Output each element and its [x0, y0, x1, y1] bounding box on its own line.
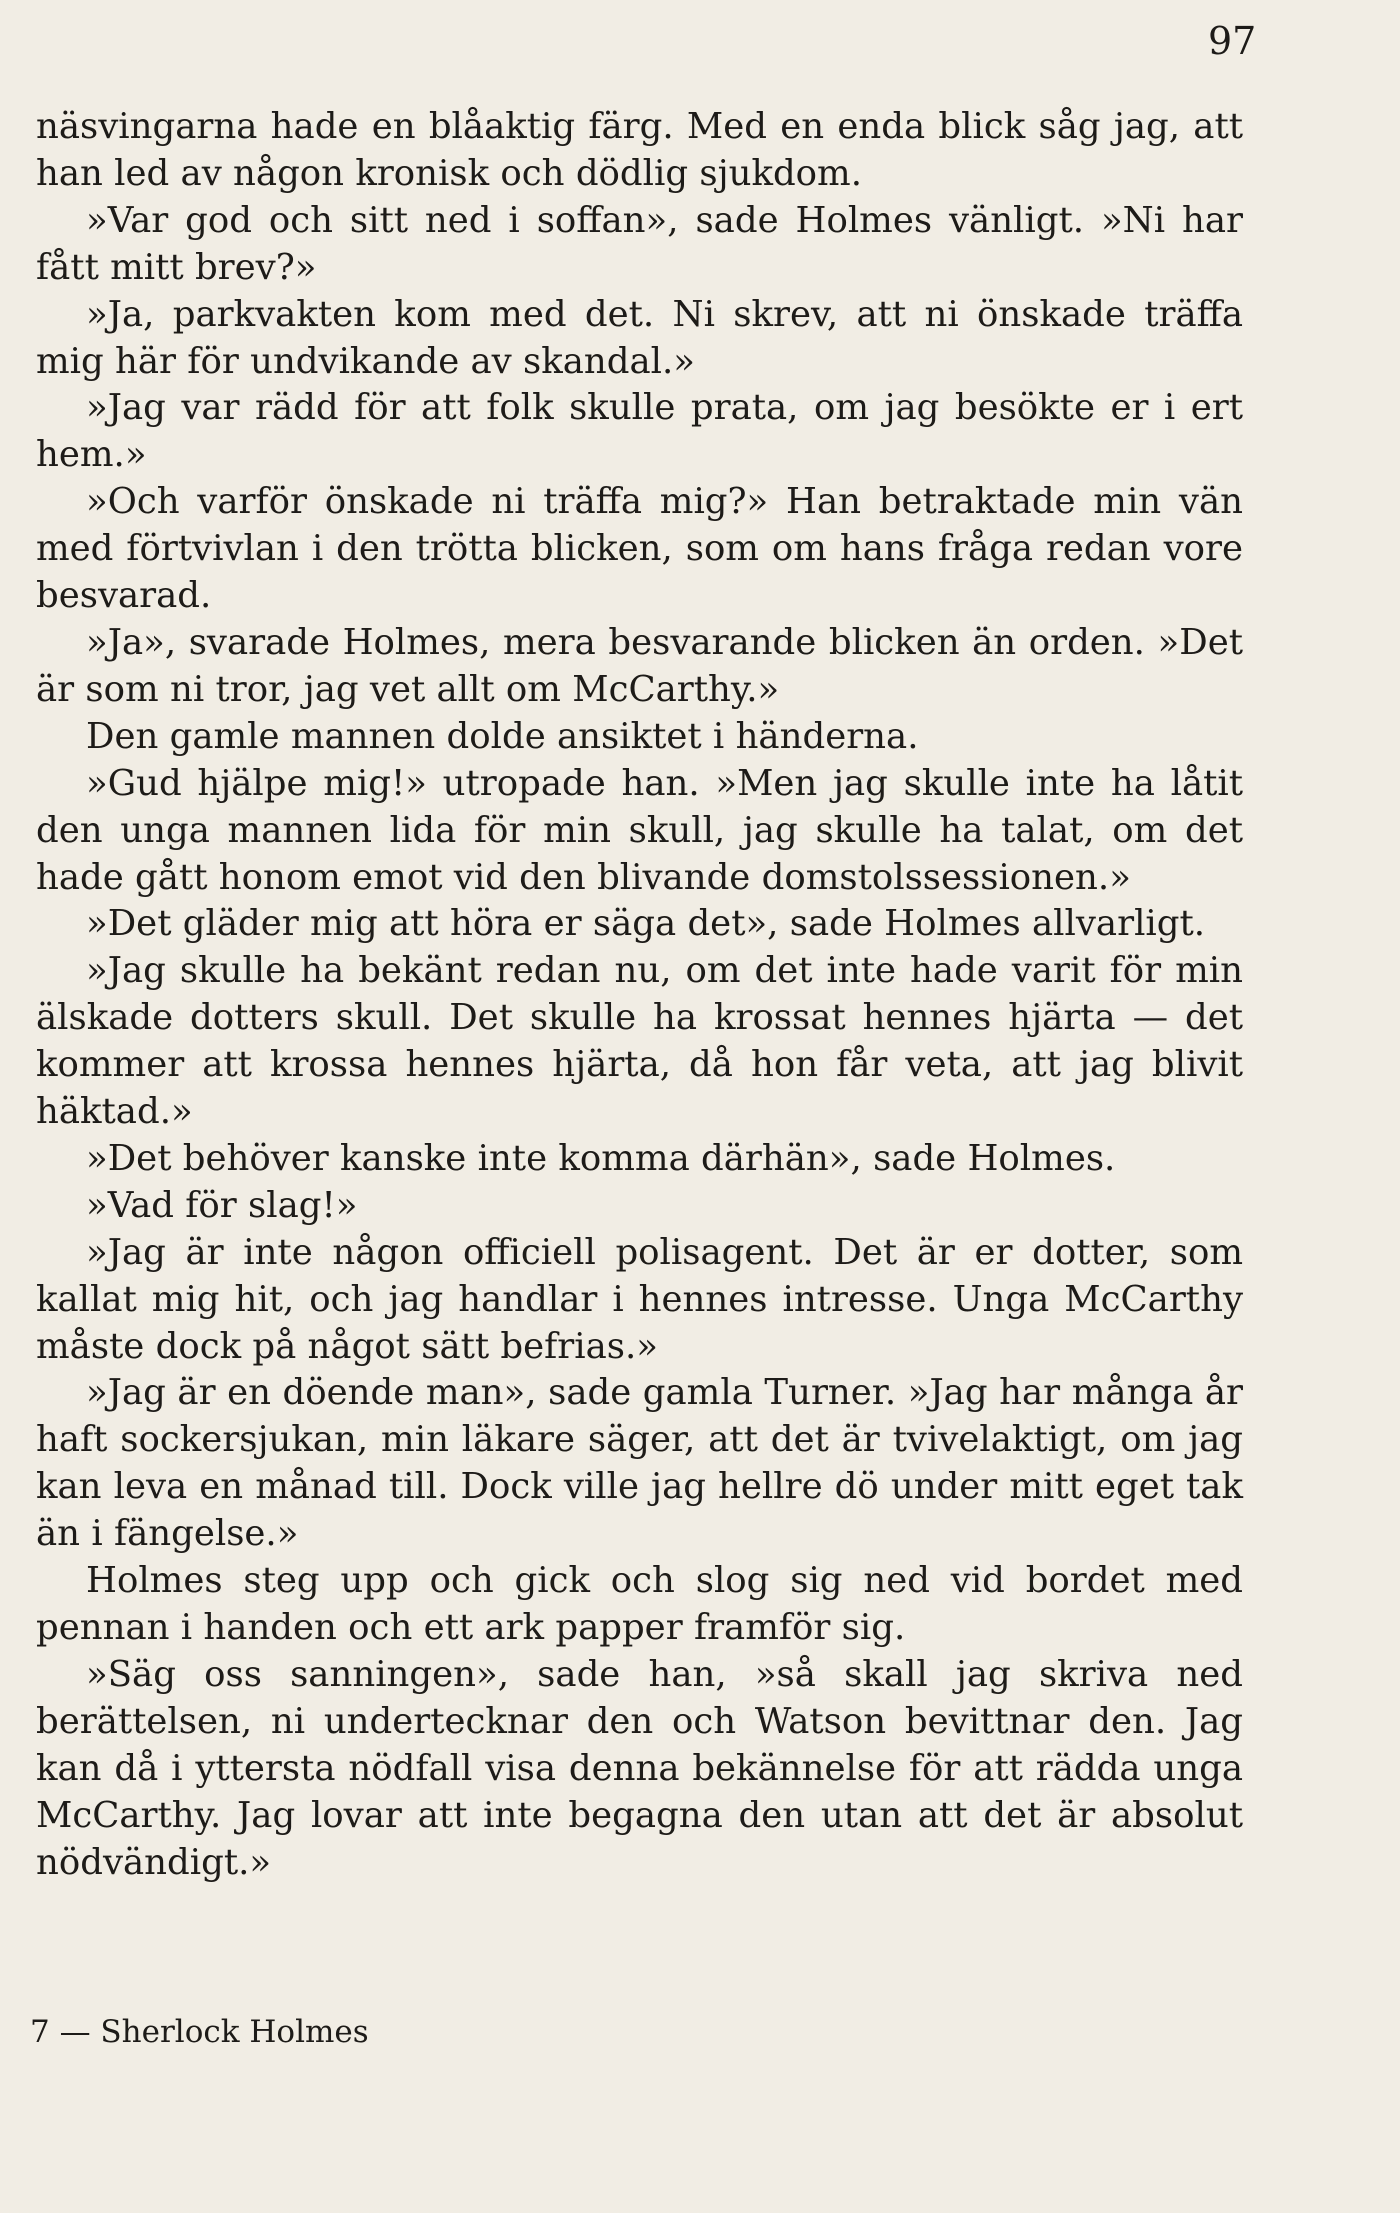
paragraph: »Det behöver kanske inte komma därhän», sade Holmes. [86, 1137, 1116, 1179]
paragraph: Den gamle mannen dolde ansiktet i händerna. [86, 715, 919, 757]
paragraph: »Ja», svarade Holmes, mera besvarande blicken än orden. »Det är som ni tror, jag vet allt om McCarthy.» [36, 621, 1243, 710]
paragraph: »Ja, parkvakten kom med det. Ni skrev, att ni önskade träffa mig här för undvikande av skandal.» [36, 293, 1243, 382]
paragraph: »Var god och sitt ned i soffan», sade Holmes vänligt. »Ni har fått mitt brev?» [36, 199, 1243, 288]
paragraph: »Jag var rädd för att folk skulle prata, om jag besökte er i ert hem.» [36, 387, 1243, 476]
paragraph: »Jag skulle ha bekänt redan nu, om det inte hade varit för min älskade dotters skull. Det skulle ha krossat hennes hjärta — det kommer att krossa hennes hjärta, då hon får veta, att jag blivit häktad.» [36, 950, 1243, 1133]
paragraph: näsvingarna hade en blåaktig färg. Med en enda blick såg jag, att han led av någon kronisk och dödlig sjukdom. [36, 106, 1243, 194]
paragraph: »Jag är inte någon officiell polisagent. Det är er dotter, som kallat mig hit, och jag handlar i hennes intresse. Unga McCarthy måste dock på något sätt befrias.» [36, 1231, 1243, 1367]
paragraph: »Säg oss sanningen», sade han, »så skall jag skriva ned berättelsen, ni undertecknar den och Watson bevittnar den. Jag kan då i yttersta nödfall visa denna bekännelse för att rädda unga McCarthy. Jag lovar att inte begagna den utan att det är absolut nödvändigt.» [36, 1653, 1243, 1883]
page-number: 97 [1208, 19, 1257, 63]
paragraph: Holmes steg upp och gick och slog sig ned vid bordet med pennan i handen och ett ark papper framför sig. [36, 1560, 1243, 1648]
paragraph: »Vad för slag!» [86, 1184, 358, 1226]
body-text [36, 104, 1243, 1886]
paragraph: »Det gläder mig att höra er säga det», sade Holmes allvarligt. [86, 903, 1206, 945]
paragraph: »Och varför önskade ni träffa mig?» Han betraktade min vän med förtvivlan i den trötta blicken, som om hans fråga redan vore besvarad. [36, 481, 1243, 617]
page-footer: 7 — Sherlock Holmes [30, 2014, 369, 2050]
paragraph: »Gud hjälpe mig!» utropade han. »Men jag skulle inte ha låtit den unga mannen lida för min skull, jag skulle ha talat, om det hade gått honom emot vid den blivande domstolssessionen.» [36, 762, 1243, 898]
paragraph: »Jag är en döende man», sade gamla Turner. »Jag har många år haft sockersjukan, min läkare säger, att det är tvivelaktigt, om jag kan leva en månad till. Dock ville jag hellre dö under mitt eget tak än i fängelse.» [36, 1372, 1243, 1555]
